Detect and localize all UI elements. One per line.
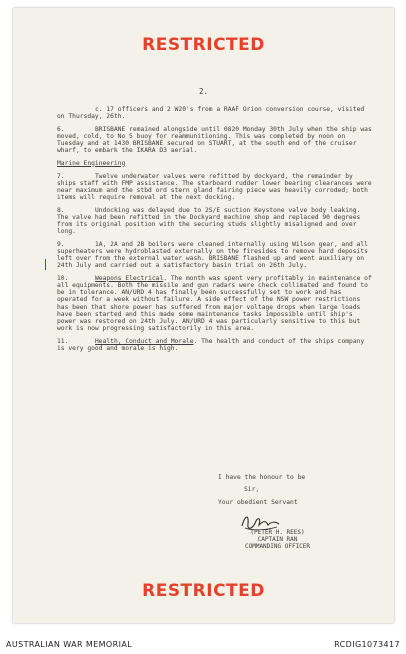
paragraph-7-text: Twelve underwater valves were refitted by dockyard, the remainder by ships staff with FMP assistance. The starboard rudder lower bearing clearances were near maximum and the stbd ord stern gland fairing piece was heavily corroded; both items will require removal at the next docking. (57, 172, 372, 202)
restricted-stamp-bottom: RESTRICTED (142, 581, 265, 601)
paragraph-6-num: 6. (57, 125, 65, 133)
restricted-stamp-top: RESTRICTED (142, 35, 265, 55)
closing-line-2: Sir, (244, 486, 260, 494)
paragraph-9-num: 9. (57, 240, 65, 248)
paragraph-c-num: c. (95, 106, 103, 113)
paragraph-7-num: 7. (57, 172, 65, 180)
paragraph-11-num: 11. (57, 337, 69, 345)
signature-block (245, 529, 310, 551)
paragraph-6-text: BRISBANE remained alongside until 0820 Monday 30th July when the ship was moved, cold, to No 5 buoy for reammunitioning. This was completed by noon on Tuesday and at 1430 BRISBANE secured on STUART, at the south end of the cruiser wharf, to embark the IKARA D3 aerial. (57, 125, 372, 155)
paragraph-10-num: 10. (57, 274, 69, 282)
document-body (57, 106, 372, 357)
closing-line-1: I have the honour to be (218, 474, 306, 481)
document-page (13, 8, 394, 623)
paragraph-11-text: The health and conduct of the ships company is very good and morale is high. (57, 337, 365, 352)
signatory-role: COMMANDING OFFICER (245, 543, 311, 551)
paragraph-10-text: The month was spent very profitably in maintenance of all equipments. Both the missile and gun radars were check collimated and found to be in tolerance. AN/URD 4 has finally been successfully set to work and has operated for a week without failure. A side effect of the NSW power restrictions has been that shore power has suffered from major voltage drops when large loads have been started and this made some maintenance tasks impossible until ship's power was restored on 24th July. AN/URD 4 was particularly sensitive to this but work is now progressing satisfactorily in this area. (57, 274, 372, 333)
closing-block (218, 474, 305, 506)
paragraph-8-text: Undocking was delayed due to 2S/E suction Keystone valve body leaking. The valve had been refitted in the Dockyard machine shop and replaced 90 degrees from its original position with the securing studs slightly misaligned and over long. (57, 206, 361, 236)
paragraph-11: 11. Health, Conduct and Morale. The health and conduct of the ships company is very good and morale is high. (57, 337, 365, 352)
archive-name: AUSTRALIAN WAR MEMORIAL (6, 640, 133, 649)
paragraph-9-text: 1A, 2A and 2B boilers were cleaned internally using Wilson gear, and all superheaters were hydroblasted externally on the firesides to remove hard deposits left over from the external water wash. BRISBANE flashed up and went auxiliary on 24th July and carried out a satisfactory basin trial on 26th July. (57, 240, 368, 270)
paragraph-8-num: 8. (57, 206, 65, 214)
paragraph-10: 10. Weapons Electrical. The month was spent very profitably in maintenance of all equipments. Both the missile and gun radars were check collimated and found to be in tolerance. AN/URD 4 has finally been successfully set to work and has operated for a week without failure. A side effect of the NSW power restrictions has been that shore power has suffered from major voltage drops when large loads have been started and this made some maintenance tasks impossible until ship's power was restored on 24th July. AN/URD 4 was particularly sensitive to this but work is now progressing satisfactorily in this area. (57, 274, 372, 333)
paragraph-c-text: 17 officers and 2 W20's from a RAAF Orion conversion course, visited on Thursday, 26th. (57, 106, 365, 121)
closing-line-3: Your obedient Servant (218, 498, 298, 506)
paragraph-c (57, 106, 372, 120)
page-number: 2. (198, 87, 209, 96)
paragraph-6 (57, 126, 372, 155)
weapons-electrical-heading: Weapons Electrical (95, 274, 164, 282)
signatory-rank: CAPTAIN RAN (257, 536, 298, 544)
paragraph-9 (57, 241, 372, 270)
health-conduct-heading: Health, Conduct and Morale (95, 337, 194, 345)
paragraph-8 (57, 207, 372, 236)
margin-pen-mark (45, 259, 46, 270)
archive-record-id: RCDIG1073417 (334, 640, 400, 649)
paragraph-7 (57, 173, 372, 202)
marine-engineering-heading: Marine Engineering (57, 159, 126, 167)
signatory-name: (PETER H. REES) (250, 529, 305, 536)
